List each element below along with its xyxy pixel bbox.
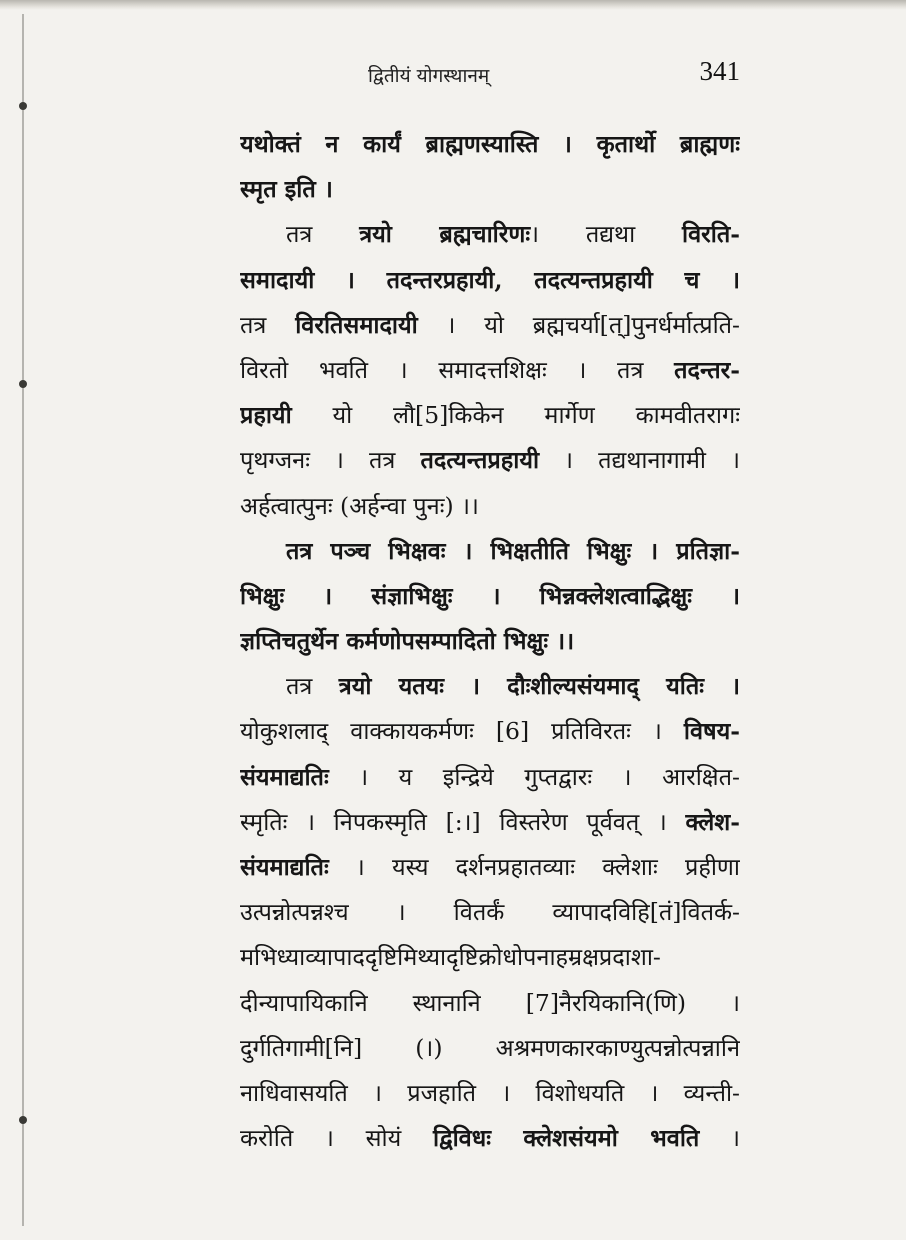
binding-mark xyxy=(19,1116,27,1124)
text-line xyxy=(240,438,740,483)
text-line xyxy=(240,122,740,167)
text-line xyxy=(240,1026,740,1071)
text-line xyxy=(240,303,740,348)
text-segment: अर्हत्वात्पुनः (अर्हन्वा पुनः) ।। xyxy=(240,491,479,520)
text-segment: पृथग्जनः । तत्र xyxy=(240,446,421,475)
binding-mark xyxy=(19,102,27,110)
text-segment: करोति । सोयं xyxy=(240,1124,433,1153)
text-line xyxy=(240,574,740,619)
bold-term: तत्र पञ्च भिक्षवः । भिक्षतीति भिक्षुः । प्रतिज्ञा- xyxy=(286,536,740,565)
bold-term: विषय- xyxy=(683,717,740,746)
text-line xyxy=(240,709,740,754)
binding-mark xyxy=(19,380,27,388)
text-line xyxy=(240,845,740,890)
bold-term: समादायी । तदन्तरप्रहायी, तदत्यन्तप्रहायी च । xyxy=(240,265,740,294)
text-segment: तत्र xyxy=(286,672,339,701)
bold-term: संयमाद्यतिः xyxy=(240,853,329,881)
text-line xyxy=(240,1116,740,1161)
text-line xyxy=(240,348,740,393)
scan-edge xyxy=(0,0,906,10)
page-number: 341 xyxy=(699,56,740,86)
text-segment: । तद्यथानागामी । xyxy=(539,446,740,475)
text-line xyxy=(240,529,740,574)
page-header xyxy=(240,56,740,96)
bold-term: क्लेश- xyxy=(685,807,740,836)
text-segment: दुर्गतिगामी[नि] (।) अश्रमणकारकाण्युत्पन्नोत्पन्नानि xyxy=(240,1033,740,1062)
bold-term: यथोक्तं न कार्यं ब्राह्मणस्यास्ति । कृतार्थो ब्राह्मणः xyxy=(240,130,740,158)
text-segment: । तद्यथा xyxy=(530,220,682,249)
text-line xyxy=(240,167,740,212)
text-segment: योकुशलाद् वाक्कायकर्मणः [6] प्रतिविरतः । xyxy=(240,717,684,746)
text-line xyxy=(240,935,740,980)
text-segment: तत्र xyxy=(286,220,360,249)
text-segment: स्मृतिः । निपकस्मृति [:।] विस्तरेण पूर्ववत् । xyxy=(240,807,686,836)
text-segment: । xyxy=(699,1124,740,1153)
text-line xyxy=(240,258,740,303)
bold-term: द्विविधः क्लेशसंयमो भवति xyxy=(433,1124,700,1153)
bold-term: विरतिसमादायी xyxy=(295,310,418,339)
body-text xyxy=(240,122,740,1161)
bold-term: भिक्षुः । संज्ञाभिक्षुः । भिन्नक्लेशत्वाद्भिक्षुः । xyxy=(240,581,740,610)
text-line xyxy=(240,800,740,845)
text-line xyxy=(240,890,740,935)
text-segment: यो लौ[5]किकेन मार्गेण कामवीतरागः xyxy=(291,401,740,430)
bold-term: प्रहायी xyxy=(240,401,292,430)
text-line xyxy=(240,484,740,529)
text-line xyxy=(240,981,740,1026)
running-title: द्वितीयं योगस्थानम् xyxy=(368,65,490,87)
bold-term: तदत्यन्तप्रहायी xyxy=(420,446,540,475)
text-segment: दीन्यापायिकानि स्थानानि [7]नैरयिकानि(णि) । xyxy=(240,988,740,1017)
bold-term: तदन्तर- xyxy=(674,355,740,384)
text-line xyxy=(240,664,740,709)
text-segment: तत्र xyxy=(240,310,296,339)
bold-term: स्मृत इति । xyxy=(240,175,333,204)
text-segment: नाधिवासयति । प्रजहाति । विशोधयति । व्यन्ती- xyxy=(240,1078,740,1107)
text-segment: मभिध्याव्यापाददृष्टिमिथ्यादृष्टिक्रोधोपनाहम्रक्षप्रदाशा- xyxy=(240,943,661,972)
text-line xyxy=(240,755,740,800)
text-segment: । यस्य दर्शनप्रहातव्याः क्लेशाः प्रहीणा xyxy=(328,853,740,881)
bold-term: त्रयो ब्रह्मचारिणः xyxy=(359,220,531,249)
bold-term: ज्ञप्तिचतुर्थेन कर्मणोपसम्पादितो भिक्षुः ।। xyxy=(240,627,575,656)
bold-term: त्रयो यतयः । दौःशील्यसंयमाद् यतिः । xyxy=(338,672,740,701)
text-segment: उत्पन्नोत्पन्नश्च । वितर्कं व्यापादविहि[तं]वितर्क- xyxy=(240,898,740,927)
text-line xyxy=(240,393,740,438)
text-line xyxy=(240,212,740,257)
bold-term: संयमाद्यतिः xyxy=(240,762,329,791)
text-line xyxy=(240,1071,740,1116)
text-line xyxy=(240,619,740,664)
text-segment: विरतो भवति । समादत्तशिक्षः । तत्र xyxy=(240,355,675,384)
bold-term: विरति- xyxy=(682,220,740,249)
text-segment: । यो ब्रह्मचर्या[त्]पुनर्धर्मात्प्रति- xyxy=(417,310,740,339)
text-segment: । य इन्द्रिये गुप्तद्वारः । आरक्षित- xyxy=(328,762,740,791)
binding-edge xyxy=(22,14,24,1226)
